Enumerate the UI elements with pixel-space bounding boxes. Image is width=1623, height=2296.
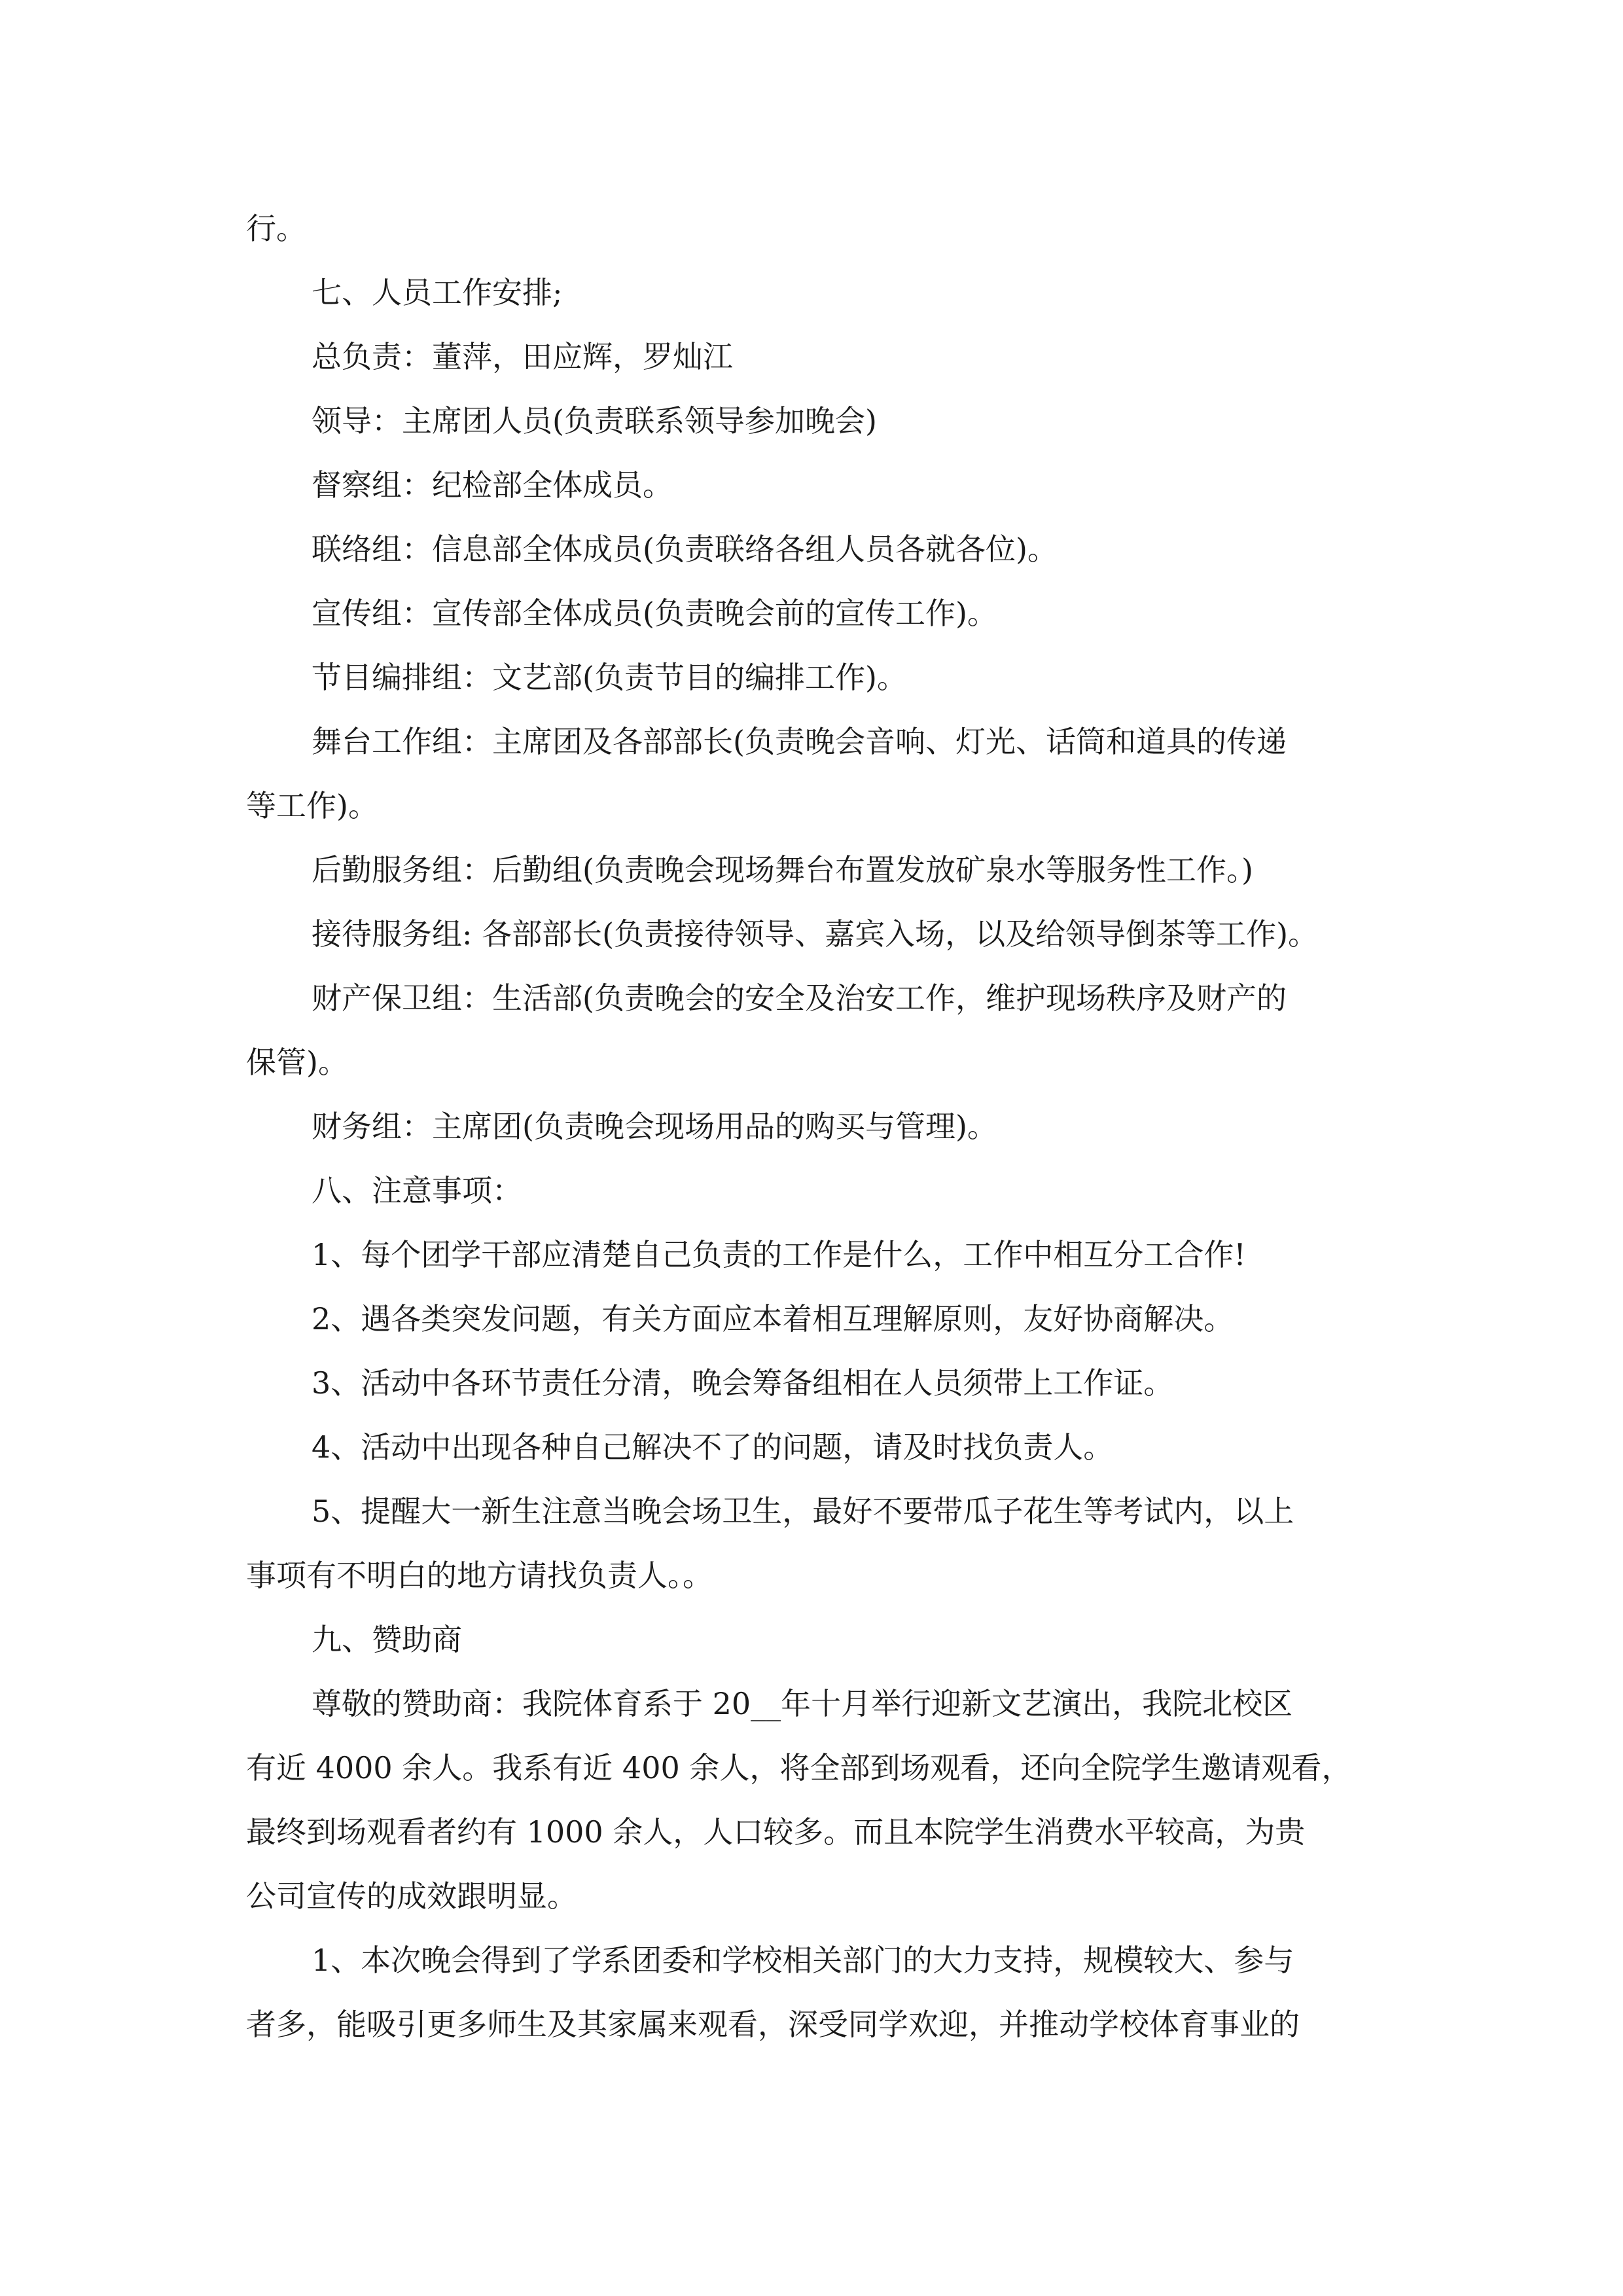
text-line: 后勤服务组：后勤组(负责晚会现场舞台布置发放矿泉水等服务性工作。) bbox=[312, 852, 1253, 888]
text-line: 公司宣传的成效跟明显。 bbox=[246, 1878, 577, 1914]
text-line: 1、每个团学干部应清楚自己负责的工作是什么，工作中相互分工合作! bbox=[312, 1237, 1246, 1272]
text-line: 舞台工作组：主席团及各部部长(负责晚会音响、灯光、话筒和道具的传递 bbox=[312, 724, 1287, 759]
text-line: 宣传组：宣传部全体成员(负责晚会前的宣传工作)。 bbox=[312, 596, 997, 631]
text-line: 4、活动中出现各种自己解决不了的问题，请及时找负责人。 bbox=[312, 1429, 1114, 1465]
text-line: 有近 4000 余人。我系有近 400 余人，将全部到场观看，还向全院学生邀请观看， bbox=[246, 1750, 1352, 1785]
text-line: 3、活动中各环节责任分清，晚会筹备组相在人员须带上工作证。 bbox=[312, 1365, 1174, 1401]
text-line: 接待服务组: 各部部长(负责接待领导、嘉宾入场，以及给领导倒茶等工作)。 bbox=[312, 916, 1319, 952]
text-line: 保管)。 bbox=[246, 1045, 348, 1080]
text-line: 督察组：纪检部全体成员。 bbox=[312, 467, 673, 503]
text-line: 财务组：主席团(负责晚会现场用品的购买与管理)。 bbox=[312, 1109, 997, 1144]
text-line: 领导：主席团人员(负责联系领导参加晚会) bbox=[312, 403, 877, 439]
text-line: 等工作)。 bbox=[246, 788, 378, 823]
text-line: 财产保卫组：生活部(负责晚会的安全及治安工作，维护现场秩序及财产的 bbox=[312, 980, 1287, 1016]
text-line: 最终到场观看者约有 1000 余人，人口较多。而且本院学生消费水平较高，为贵 bbox=[246, 1814, 1306, 1850]
document-body bbox=[246, 196, 1385, 2056]
text-line: 事项有不明白的地方请找负责人。。 bbox=[246, 1558, 713, 1593]
text-line: 5、提醒大一新生注意当晚会场卫生，最好不要带瓜子花生等考试内，以上 bbox=[312, 1494, 1294, 1529]
text-line: 1、本次晚会得到了学系团委和学校相关部门的大力支持，规模较大、参与 bbox=[312, 1943, 1294, 1978]
text-line: 联络组：信息部全体成员(负责联络各组人员各就各位)。 bbox=[312, 531, 1058, 567]
text-line: 总负责：董萍，田应辉，罗灿江 bbox=[312, 339, 733, 374]
text-line: 九、赞助商 bbox=[312, 1622, 462, 1657]
text-line: 行。 bbox=[246, 211, 306, 246]
text-line: 2、遇各类突发问题，有关方面应本着相互理解原则，友好协商解决。 bbox=[312, 1301, 1234, 1336]
text-line: 七、人员工作安排; bbox=[312, 275, 563, 310]
text-line: 尊敬的赞助商：我院体育系于 20__年十月举行迎新文艺演出，我院北校区 bbox=[312, 1686, 1293, 1721]
text-line: 节目编排组：文艺部(负责节目的编排工作)。 bbox=[312, 660, 907, 695]
text-line: 八、注意事项： bbox=[312, 1173, 522, 1208]
text-line: 者多，能吸引更多师生及其家属来观看，深受同学欢迎，并推动学校体育事业的 bbox=[246, 2007, 1300, 2042]
